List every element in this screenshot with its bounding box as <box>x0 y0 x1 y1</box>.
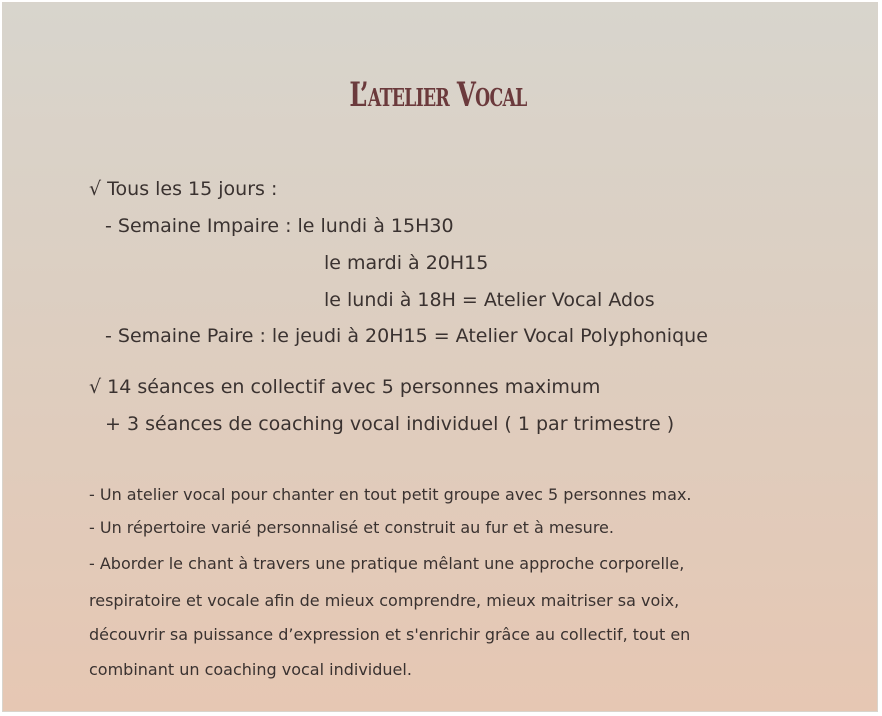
schedule-heading-text: Tous les 15 jours : <box>107 178 278 200</box>
sessions-individual: + 3 séances de coaching vocal individuel ( 1 par trimestre ) <box>105 413 675 435</box>
sessions-collective <box>89 375 600 399</box>
schedule-heading <box>89 177 277 201</box>
description-line: découvrir sa puissance d’expression et s'enrichir grâce au collectif, tout en <box>89 625 691 644</box>
content-card <box>2 2 878 712</box>
check-icon: √ <box>89 178 102 200</box>
description-line: - Un atelier vocal pour chanter en tout petit groupe avec 5 personnes max. <box>89 485 692 504</box>
description-line: - Aborder le chant à travers une pratique mêlant une approche corporelle, <box>89 554 685 573</box>
even-week-line: - Semaine Paire : le jeudi à 20H15 = Atelier Vocal Polyphonique <box>105 325 708 347</box>
odd-week-line-2: le mardi à 20H15 <box>324 252 489 274</box>
description-line: combinant un coaching vocal individuel. <box>89 660 412 679</box>
sessions-collective-text: 14 séances en collectif avec 5 personnes maximum <box>107 376 601 398</box>
odd-week-line-3: le lundi à 18H = Atelier Vocal Ados <box>324 289 655 311</box>
description-line: - Un répertoire varié personnalisé et construit au fur et à mesure. <box>89 518 614 537</box>
check-icon: √ <box>89 376 102 398</box>
odd-week-line: - Semaine Impaire : le lundi à 15H30 <box>105 215 454 237</box>
description-line: respiratoire et vocale afin de mieux comprendre, mieux maitriser sa voix, <box>89 591 680 610</box>
page-title: L’atelier Vocal <box>349 75 527 115</box>
